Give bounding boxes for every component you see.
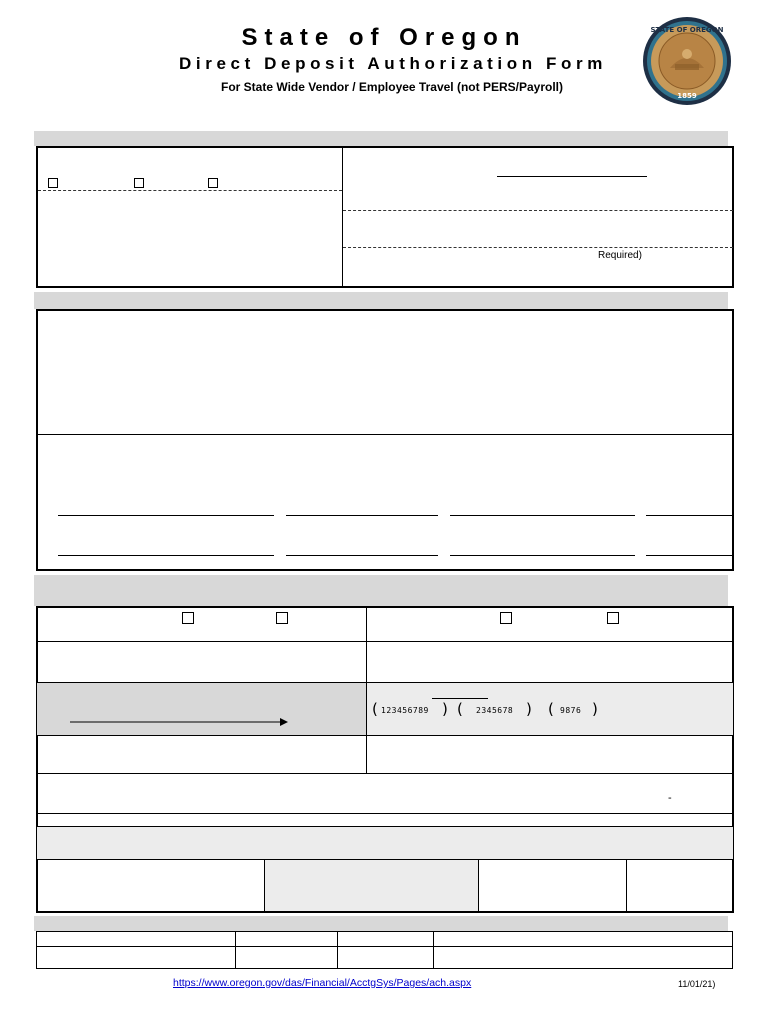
checkbox-option-1[interactable] <box>48 178 58 188</box>
check-micr-sample: ( 123456789 ) ( 2345678 ) ( 9876 ) <box>372 700 598 718</box>
arrow-right-icon <box>70 716 290 728</box>
footer-url-link[interactable]: https://www.oregon.gov/das/Financial/AcctgSys/Pages/ach.aspx <box>173 977 472 989</box>
signature-line-2d[interactable] <box>646 555 732 556</box>
form-subtitle: Direct Deposit Authorization Form <box>179 54 607 73</box>
section3-header-band <box>34 575 728 606</box>
section1-right-rule-1 <box>343 210 733 211</box>
section1-right-rule-2 <box>343 247 733 248</box>
section1-divider <box>342 147 343 287</box>
signature-line-2a[interactable] <box>58 555 274 556</box>
signature-line-1b[interactable] <box>286 515 438 516</box>
account-number: 2345678 <box>476 706 514 715</box>
s3-shaded-row <box>37 827 733 859</box>
checkbox-option-3[interactable] <box>208 178 218 188</box>
signature-line-1d[interactable] <box>646 515 732 516</box>
section4-dash: - <box>668 792 672 804</box>
checkbox-account-type-2[interactable] <box>276 612 288 624</box>
s3-row-line-1 <box>37 641 733 642</box>
routing-number: 123456789 <box>381 706 429 715</box>
office-table-col-2 <box>337 931 338 969</box>
section1-top-line[interactable] <box>497 176 647 177</box>
checkbox-account-type-4[interactable] <box>607 612 619 624</box>
revision-date: 11/01/21) <box>678 979 716 989</box>
check-number: 9876 <box>560 706 582 715</box>
signature-line-1c[interactable] <box>450 515 635 516</box>
s3-bottom-divider-2 <box>478 860 479 911</box>
section2-divider <box>37 434 733 435</box>
signature-line-2c[interactable] <box>450 555 635 556</box>
s3-row-line-4 <box>37 773 733 774</box>
office-table-col-3 <box>433 931 434 969</box>
form-tagline: For State Wide Vendor / Employee Travel (not PERS/Payroll) <box>221 80 563 94</box>
s3-bottom-divider-3 <box>626 860 627 911</box>
signature-line-1a[interactable] <box>58 515 274 516</box>
checkbox-option-2[interactable] <box>134 178 144 188</box>
section2-box <box>36 309 734 571</box>
section1-box <box>36 146 734 288</box>
office-use-table <box>36 931 733 969</box>
section4-header-band <box>34 916 728 931</box>
oregon-seal-icon <box>642 16 732 106</box>
s3-row-line-5 <box>37 813 733 814</box>
office-table-row-line <box>36 946 733 947</box>
seal-year: 1859 <box>677 92 697 100</box>
s3-row-line-3 <box>37 735 733 736</box>
section2-header-band <box>34 292 728 309</box>
s3-bottom-divider-1 <box>264 860 265 911</box>
signature-line-2b[interactable] <box>286 555 438 556</box>
section1-header-band <box>34 131 728 146</box>
section1-left-rule <box>38 190 342 191</box>
s3-bottom-shaded-cell <box>265 860 478 911</box>
checkbox-account-type-1[interactable] <box>182 612 194 624</box>
office-table-col-1 <box>235 931 236 969</box>
required-note: Required) <box>598 250 642 261</box>
form-title: State of Oregon <box>241 24 527 51</box>
seal-text: STATE OF OREGON <box>650 26 724 34</box>
checkbox-account-type-3[interactable] <box>500 612 512 624</box>
